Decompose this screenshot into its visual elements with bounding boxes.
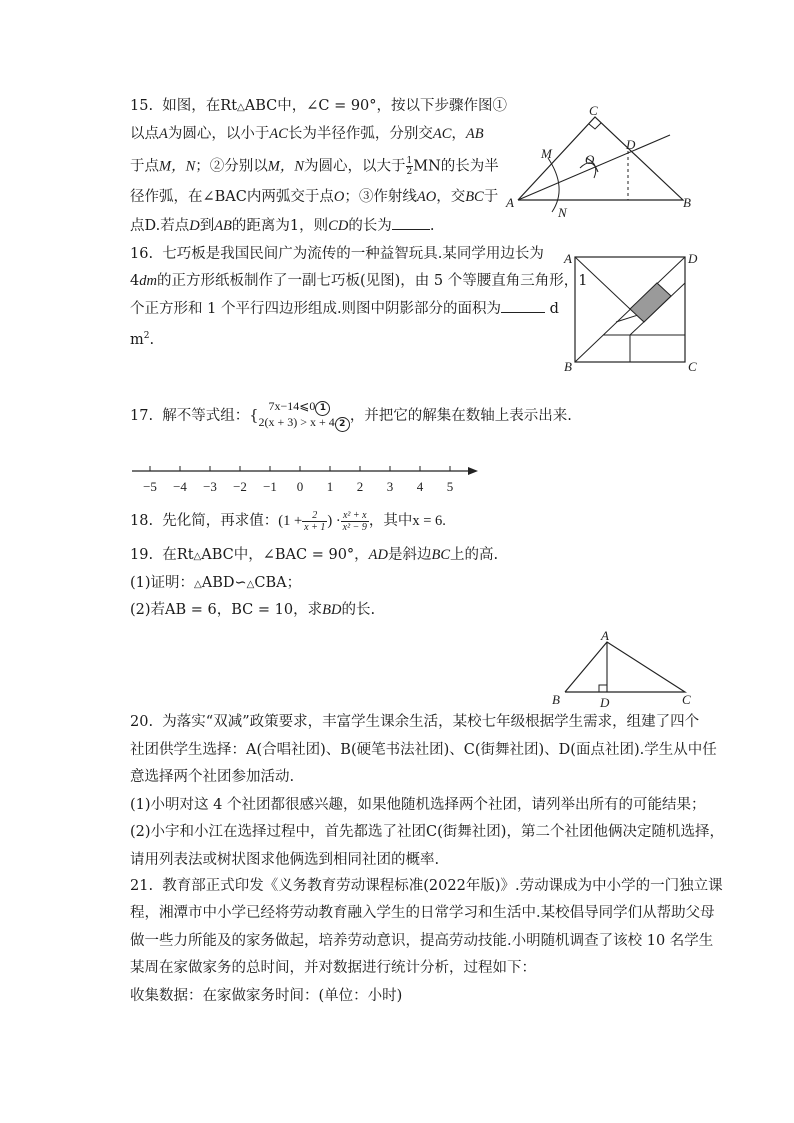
label-b: B: [564, 359, 572, 374]
right-angle-mark-c: [589, 123, 601, 129]
fraction-1: $\frac{2}{x + 1}$: [304, 509, 326, 533]
label-o: O: [585, 152, 595, 167]
right-angle-mark-d: [599, 685, 607, 692]
ray-ao: [518, 135, 670, 200]
label-n: N: [558, 205, 567, 220]
q15-figure: [500, 100, 700, 225]
label-d: D: [600, 695, 610, 710]
triangle-symbol: △: [246, 579, 255, 590]
half-fraction: $\frac{1}{2}$: [406, 156, 413, 177]
tick-label: 4: [416, 479, 424, 494]
label-a: A: [506, 195, 514, 210]
number-line: [128, 460, 488, 500]
tick-label: 1: [326, 479, 334, 494]
q20-line-2: 社团供学生选择：A(合唱社团)、B(硬笔书法社团)、C(街舞社团)、D(面点社团).学生从中任: [130, 742, 717, 758]
label-b: B: [683, 195, 691, 210]
q19-line-1: 19. 在Rt△ABC中，∠BAC = 90°，AD是斜边BC上的高.: [130, 547, 499, 563]
label-c: C: [682, 692, 691, 707]
triangle-symbol: △: [194, 579, 202, 590]
tick-label: 0: [296, 479, 304, 494]
q21-line-4: 某周在家做家务的总时间，并对数据进行统计分析，过程如下：: [130, 960, 536, 976]
label-d: D: [626, 137, 636, 152]
q17-line: 17. 解不等式组：{ 7x−14⩽0 1 2(x + 3) > x + 4 2 ，并把它的解集在数轴上表示出来.: [130, 400, 572, 432]
q16-line-1: 16. 七巧板是我国民间广为流传的一种益智玩具.某同学用边长为: [130, 246, 544, 262]
q15-line-1: 15. 如图，在Rt△ABC中，∠C = 90°，按以下步骤作图①: [130, 98, 508, 114]
triangle-abc: [565, 642, 685, 692]
q20-line-6: 请用列表法或树状图求他俩选到相同社团的概率.: [130, 852, 440, 868]
q21-line-3: 做一些力所能及的家务做起，培养劳动意识，提高劳动技能.小明随机调查了该校 10 名学生: [130, 933, 714, 949]
tick-label: −2: [233, 479, 247, 494]
tick-label: −1: [263, 479, 277, 494]
tick-label: −5: [143, 479, 157, 494]
q16-tangram-figure: [558, 245, 698, 375]
q18-line: 18. 先化简，再求值：(1 + $\frac{2}{x + 1}$ ) · $\frac{\text{x² + x}}{\text{x² − 9}}$ ，其中x = 6.: [130, 509, 446, 533]
q16-line-2: 4dm的正方形纸板制作了一副七巧板(见图)，由 5 个等腰直角三角形，1: [130, 273, 588, 289]
tick-label: 3: [386, 479, 394, 494]
tangram-line: [575, 257, 630, 309]
q16-line-4: $m^2$.: [130, 331, 155, 348]
q15-line-5: 点D.若点D到AB的距离为1，则CD的长为 .: [130, 215, 434, 236]
q16-line-3: 个正方形和 1 个平行四边形组成.则图中阴影部分的面积为 d: [130, 298, 559, 319]
answer-blank: [501, 298, 545, 313]
tick-label: 5: [446, 479, 454, 494]
answer-blank: [392, 215, 430, 230]
label-m: M: [541, 146, 552, 161]
q15-line-4: 径作弧，在∠BAC内两弧交于点O；③作射线AO，交BC于: [130, 189, 499, 205]
fraction-2: $\frac{\text{x² + x}}{\text{x² − 9}}$: [342, 509, 367, 533]
label-c: C: [688, 359, 697, 374]
q21-line-5: 收集数据：在家做家务时间：(单位：小时): [130, 988, 403, 1004]
label-a: A: [564, 251, 572, 266]
q20-line-1: 20. 为落实“双减”政策要求，丰富学生课余生活，某校七年级根据学生需求，组建了四个: [130, 714, 700, 730]
q19-part-1: (1)证明：△ABD∽△CBA；: [130, 575, 302, 591]
q20-part-2: (2)小宇和小江在选择过程中，首先都选了社团C(街舞社团)，第二个社团他俩决定随机选择，: [130, 824, 724, 840]
triangle-symbol: △: [237, 102, 245, 113]
label-b: B: [552, 692, 560, 707]
arrow-head: [468, 467, 478, 475]
label-d: D: [688, 251, 698, 266]
q19-figure: [545, 628, 700, 712]
shaded-square: [630, 283, 671, 322]
tick-label: 2: [356, 479, 364, 494]
inequality-system: 7x−14⩽0 1 2(x + 3) > x + 4 2: [259, 400, 350, 432]
triangle-symbol: △: [193, 551, 202, 562]
q19-part-2: (2)若AB = 6，BC = 10，求BD的长.: [130, 602, 376, 618]
tick-label: −4: [173, 479, 187, 494]
q15-line-3: 于点M，N；②分别以M，N为圆心，以大于 $\frac{1}{2}$ MN的长为半: [130, 156, 499, 177]
q15-line-2: 以点A为圆心，以小于AC长为半径作弧，分别交AC，AB: [130, 126, 484, 142]
q20-part-1: (1)小明对这 4 个社团都很感兴趣，如果他随机选择两个社团，请列举出所有的可能结果；: [130, 797, 706, 813]
q20-line-3: 意选择两个社团参加活动.: [130, 769, 295, 785]
tick-label: −3: [203, 479, 217, 494]
label-a: A: [601, 628, 609, 643]
q21-line-2: 程，湘潭市中小学已经将劳动教育融入学生的日常学习和生活中.某校倡导同学们从帮助父母: [130, 905, 715, 921]
label-c: C: [589, 103, 598, 118]
q21-line-1: 21. 教育部正式印发《义务教育劳动课程标准(2022年版)》.劳动课成为中小学的一门独立课: [130, 878, 723, 894]
